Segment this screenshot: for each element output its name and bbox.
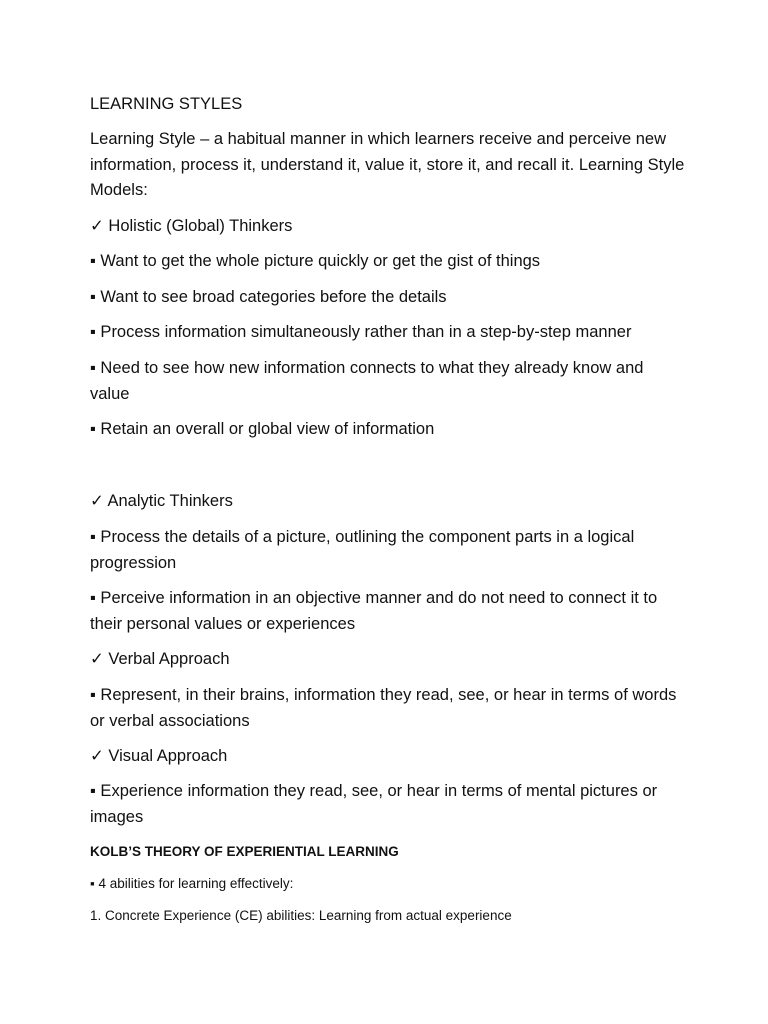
document-title: LEARNING STYLES [90, 95, 243, 113]
kolb-intro: ▪ 4 abilities for learning effectively: [90, 876, 294, 891]
analytic-bullet: ▪ Process the details of a picture, outlining the component parts in a logical progression [90, 528, 635, 572]
holistic-bullet: ▪ Need to see how new information connects to what they already know and value [90, 359, 644, 403]
kolb-heading: KOLB’S THEORY OF EXPERIENTIAL LEARNING [90, 844, 399, 859]
holistic-bullet: ▪ Want to get the whole picture quickly or get the gist of things [90, 252, 541, 270]
kolb-list-item: 1. Concrete Experience (CE) abilities: Learning from actual experience [90, 908, 512, 923]
holistic-bullet: ▪ Want to see broad categories before the details [90, 288, 447, 306]
visual-bullet: ▪ Experience information they read, see, or hear in terms of mental pictures or images [90, 782, 658, 826]
definition-paragraph: Learning Style – a habitual manner in which learners receive and perceive new information, process it, understand it, value it, store it, and recall it. Learning Style Models: [90, 130, 685, 199]
holistic-heading: ✓ Holistic (Global) Thinkers [90, 217, 293, 235]
holistic-bullet: ▪ Process information simultaneously rather than in a step-by-step manner [90, 323, 632, 341]
analytic-heading: ✓ Analytic Thinkers [90, 492, 233, 510]
holistic-bullet: ▪ Retain an overall or global view of information [90, 420, 435, 438]
verbal-bullet: ▪ Represent, in their brains, information they read, see, or hear in terms of words or verbal associations [90, 686, 677, 730]
visual-heading: ✓ Visual Approach [90, 747, 228, 765]
verbal-heading: ✓ Verbal Approach [90, 650, 230, 668]
analytic-bullet: ▪ Perceive information in an objective manner and do not need to connect it to their personal values or experiences [90, 589, 658, 633]
